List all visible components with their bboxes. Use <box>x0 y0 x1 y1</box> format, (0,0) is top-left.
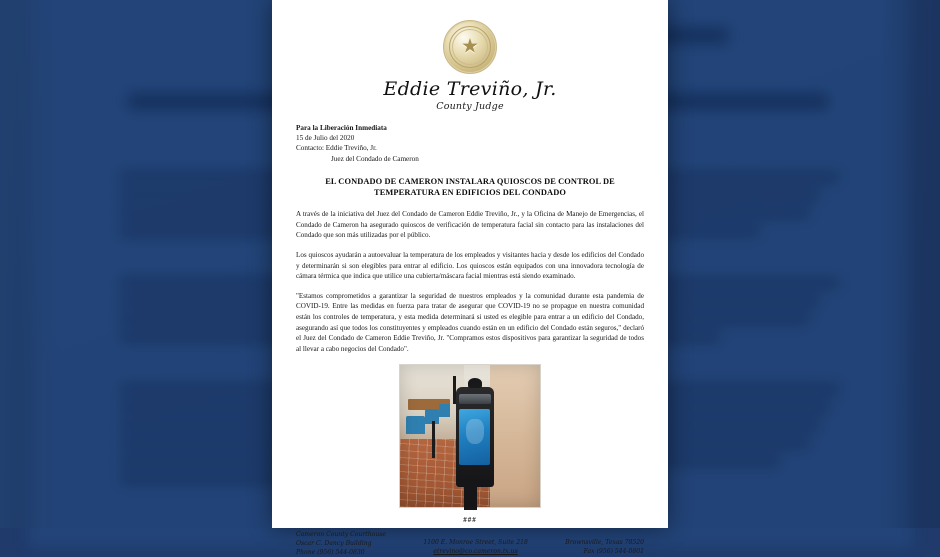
body-paragraph-1: A través de la iniciativa del Juez del Condado de Cameron Eddie Treviño, Jr., y la Oficina de Manejo de Emergencias, el Condado de Cameron ha asegurado quioscos de verificación de temperatura facial sin contacto para las instalaciones del Condado que son más utilizadas por el público. <box>296 210 644 240</box>
footer-street-address: 1100 E. Monroe Street, Suite 218 <box>423 538 528 546</box>
body-paragraph-3: "Estamos comprometidos a garantizar la seguridad de nuestros empleados y la comunidad durante esta pandemia de COVID-19. Entre las medidas en fuerza para tratar de asegurar que COVID-19 no se propague en nuestra comunidad están los controles de temperatura, y esta medida determinará si usted es elegible para entrar a un edificio del Condado, asegurando así que todos los constituyentes y empleados cuando están en un edificio del Condado están seguros," declaró el Juez del Condado de Cameron Eddie Treviño, Jr. "Compramos estos dispositivos para garantizar la seguridad de todos al llevar a cabo negocios del Condado". <box>296 291 644 354</box>
release-info-block <box>296 123 644 164</box>
press-release-headline: EL CONDADO DE CAMERON INSTALARA QUIOSCOS DE CONTROL DE TEMPERATURA EN EDIFICIOS DEL CONDADO <box>325 176 615 198</box>
backdrop-left-fade <box>0 0 60 528</box>
backdrop-right-fade <box>880 0 940 528</box>
footer-middle-column <box>423 530 527 556</box>
judge-title: County Judge <box>436 100 504 112</box>
footer-right-column <box>565 530 644 556</box>
seal-star-icon: ★ <box>461 35 479 58</box>
release-label: Para la Liberación Inmediata <box>296 123 387 132</box>
release-contact: Contacto: Eddie Treviño, Jr. <box>296 144 377 153</box>
footer-courthouse-name: Cameron County Courthouse <box>296 530 387 538</box>
press-release-body <box>296 209 644 355</box>
end-mark: ### <box>463 515 477 524</box>
document-footer <box>296 530 644 557</box>
temperature-kiosk-photo <box>399 364 541 508</box>
press-release-document <box>272 0 668 556</box>
footer-city-state-zip: Brownsville, Texas 78520 <box>565 538 644 546</box>
photo-container <box>296 364 644 513</box>
judge-name: Eddie Treviño, Jr. <box>383 78 557 100</box>
release-contact-title: Juez del Condado de Cameron <box>331 154 419 163</box>
footer-left-column <box>296 530 386 557</box>
release-date: 15 de Julio del 2020 <box>296 134 355 143</box>
footer-phone: Phone (956) 544-0830 <box>296 548 365 556</box>
body-paragraph-2: Los quioscos ayudarán a autoevaluar la temperatura de los empleados y visitantes hacia y desde los edificios del Condado y determinarán si son elegibles para entrar al edificio. Los quioscos están equipados con una innovadora tecnología de cámara térmica que indica que utilice una cubierta/máscara facial mientras está siendo examinado. <box>296 250 644 281</box>
texas-state-seal-icon <box>443 20 497 74</box>
footer-building-name: Oscar C. Dancy Building <box>296 539 372 547</box>
footer-email-link[interactable]: etrevino@co.cameron.tx.us <box>433 547 518 555</box>
letterhead <box>296 6 644 112</box>
footer-fax: Fax (956) 544-0801 <box>583 547 644 555</box>
